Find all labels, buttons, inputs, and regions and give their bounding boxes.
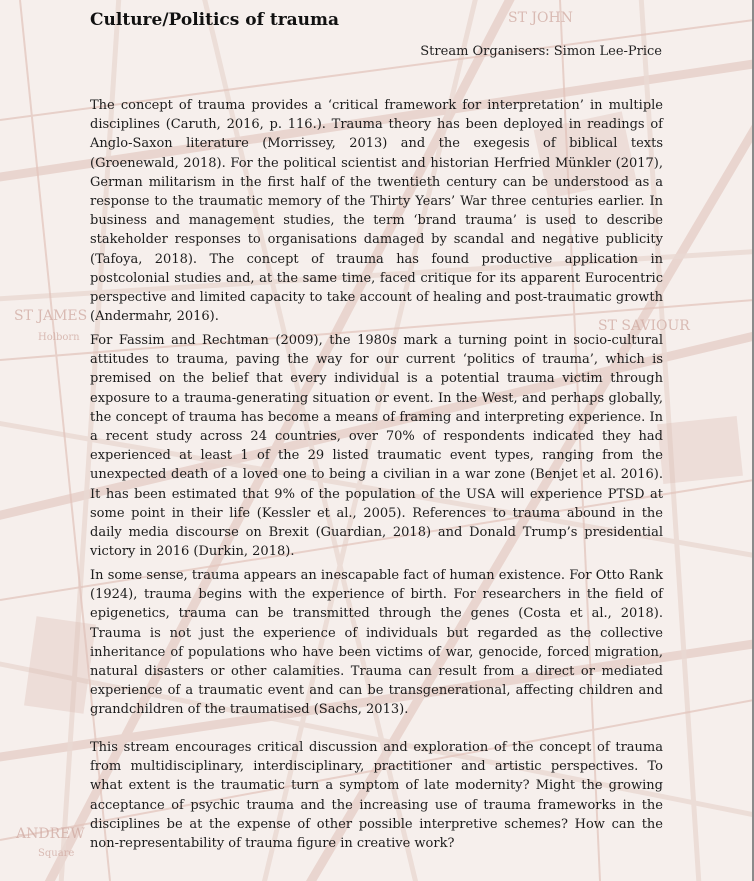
paragraph-4: This stream encourages critical discussion and exploration of the concept of trauma from multidisciplinary, interdisciplinary, practitioner and artistic perspectives. To what extent is the traumatic turn a symptom of late modernity? Might the growing acceptance of psychic trauma and the increasing use of trauma frameworks in the disciplines be at the expense of other possible interpretive schemes? How can the non-representability of trauma figure in creative work?	[90, 740, 663, 852]
paragraph-3: In some sense, trauma appears an inescapable fact of human existence. For Otto Rank (1924), trauma begins with the experience of birth. For researchers in the field of epigenetics, trauma can be transmitted through the genes (Costa et al., 2018). Trauma is not just the experience of individuals but regarded as the collective inheritance of populations who have been victims of war, genocide, forced migration, natural disasters or other calamities. Trauma can result from a direct or mediated experience of a traumatic event and can be transgenerational, affecting children and grandchildren of the traumatised (Sachs, 2013).	[90, 568, 663, 718]
map-label-st-john: ST JOHN	[508, 10, 573, 26]
map-label-square: Square	[38, 848, 75, 859]
map-label-st-saviour: ST SAVIOUR	[598, 318, 690, 334]
paragraph-1: The concept of trauma provides a ‘critical framework for interpretation’ in multiple disciplines (Caruth, 2016, p. 116.). Trauma theory has been deployed in readings of Anglo-Saxon literature (Morrissey, 2013) and the exegesis of biblical texts (Groenewald, 2018). For the political scientist and historian Herfried Münkler (2017), German militarism in the first half of the twentieth century can be understood as a response to the traumatic memory of the Thirty Years’ War three centuries earlier. In business and management studies, the term ‘brand trauma’ is used to describe stakeholder responses to organisations damaged by scandal and negative publicity (Tafoya, 2018). The concept of trauma has found productive application in postcolonial studies and, at the same time, faced critique for its apparent Eurocentric perspective and limited capacity to take account of healing and post-traumatic growth (Andermahr, 2016).	[90, 98, 663, 325]
page-title: Culture/Politics of trauma	[90, 10, 340, 30]
map-label-st-james: ST JAMES	[14, 308, 88, 324]
map-label-holborn: Holborn	[38, 332, 80, 343]
map-label-andrew: ANDREW	[16, 826, 85, 842]
stream-organisers: Stream Organisers: Simon Lee-Price	[420, 44, 662, 59]
paragraph-2: For Fassim and Rechtman (2009), the 1980s mark a turning point in socio-cultural attitudes to trauma, paving the way for our current ‘politics of trauma’, which is premised on the belief that every individual is a potential trauma victim through exposure to a trauma-generating situation or event. In the West, and perhaps globally, the concept of trauma has become a means of framing and interpreting experience. In a recent study across 24 countries, over 70% of respondents indicated they had experienced at least 1 of the 29 listed traumatic event types, ranging from the unexpected death of a loved one to being a civilian in a war zone (Benjet et al. 2016). It has been estimated that 9% of the population of the USA will experience PTSD at some point in their life (Kessler et al., 2005). References to trauma abound in the daily media discourse on Brexit (Guardian, 2018) and Donald Trump’s presidential victory in 2016 (Durkin, 2018).	[90, 333, 663, 560]
